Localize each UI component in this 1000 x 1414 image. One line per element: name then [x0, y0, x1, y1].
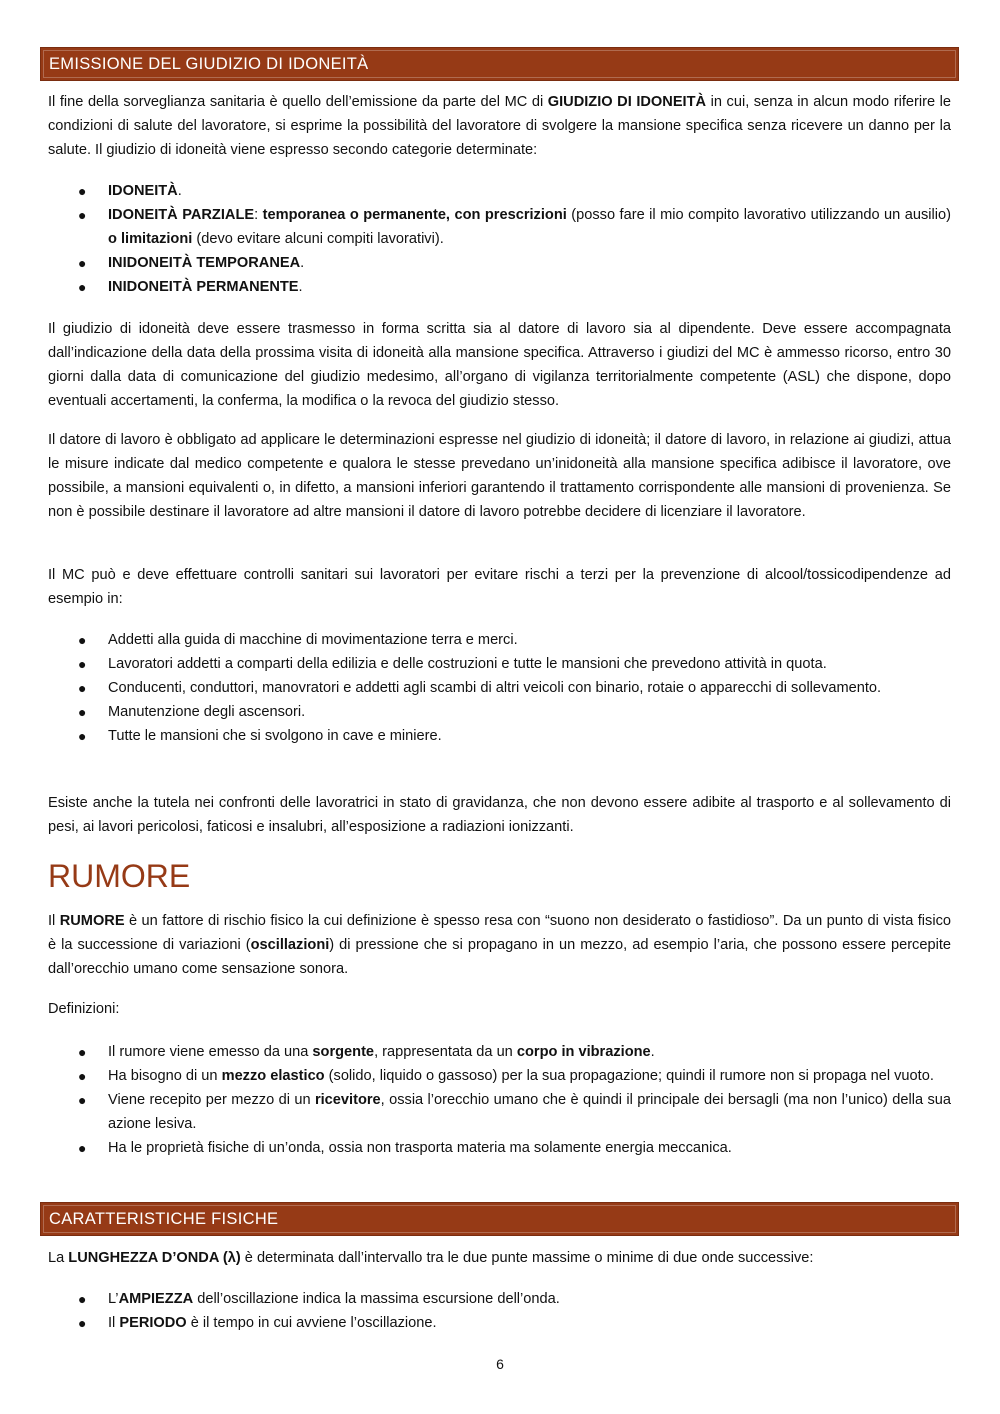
- heading-rumore: RUMORE: [48, 858, 191, 894]
- section-title: CARATTERISTICHE FISICHE: [49, 1210, 279, 1228]
- list-item: ● L’AMPIEZZA dell’oscillazione indica la massima escursione dell’onda.: [48, 1287, 951, 1311]
- bullet-icon: ●: [78, 632, 87, 648]
- section-header-caratteristiche: [40, 1202, 959, 1236]
- bullet-icon: ●: [78, 656, 87, 672]
- bullet-icon: ●: [78, 279, 87, 295]
- list-item: ● Viene recepito per mezzo di un ricevitore, ossia l’orecchio umano che è quindi il principale dei bersagli (ma non l’unico) della sua azione lesiva.: [48, 1088, 951, 1136]
- bullet-icon: ●: [78, 1291, 87, 1307]
- paragraph-rumore-intro: Il RUMORE è un fattore di rischio fisico la cui definizione è spesso resa con “suono non desiderato o fastidioso”. Da un punto di vista fisico è la successione di variazioni (oscillazioni) di pressione che si propagano in un mezzo, ad esempio l’aria, che possono essere percepite dall’orecchio umano come sensazione sonora.: [48, 913, 951, 977]
- bullet-icon: ●: [78, 1092, 87, 1108]
- list-categorie-idoneita: [48, 179, 951, 299]
- list-esempi-mansioni: [48, 628, 951, 748]
- list-item: ● Ha le proprietà fisiche di un’onda, ossia non trasporta materia ma solamente energia meccanica.: [48, 1136, 951, 1160]
- list-item: ● IDONEITÀ.: [48, 179, 951, 203]
- list-caratteristiche: [48, 1287, 951, 1335]
- bullet-icon: ●: [78, 728, 87, 744]
- bullet-icon: ●: [78, 680, 87, 696]
- list-item: ● INIDONEITÀ PERMANENTE.: [48, 275, 951, 299]
- paragraph-controlli: Il MC può e deve effettuare controlli sanitari sui lavoratori per evitare rischi a terzi per la prevenzione di alcool/tossicodipendenze ad esempio in:: [48, 567, 951, 607]
- bullet-icon: ●: [78, 1315, 87, 1331]
- list-item: ● Lavoratori addetti a comparti della edilizia e delle costruzioni e tutte le mansioni che prevedono attività in quota.: [48, 652, 951, 676]
- bullet-icon: ●: [78, 1044, 87, 1060]
- list-item: ● Conducenti, conduttori, manovratori e addetti agli scambi di altri veicoli con binario, rotaie o apparecchi di sollevamento.: [48, 676, 951, 700]
- list-item: ● Il rumore viene emesso da una sorgente, rappresentata da un corpo in vibrazione.: [48, 1040, 951, 1064]
- list-item: ● Ha bisogno di un mezzo elastico (solido, liquido o gassoso) per la sua propagazione; quindi il rumore non si propaga nel vuoto.: [48, 1064, 951, 1088]
- bullet-icon: ●: [78, 207, 87, 223]
- bullet-icon: ●: [78, 1068, 87, 1084]
- bullet-icon: ●: [78, 255, 87, 271]
- list-item: ● Addetti alla guida di macchine di movimentazione terra e merci.: [48, 628, 951, 652]
- section-title: EMISSIONE DEL GIUDIZIO DI IDONEITÀ: [49, 55, 369, 73]
- list-item: ● Il PERIODO è il tempo in cui avviene l’oscillazione.: [48, 1311, 951, 1335]
- list-definizioni: [48, 1040, 951, 1160]
- bullet-icon: ●: [78, 183, 87, 199]
- list-item: ● INIDONEITÀ TEMPORANEA.: [48, 251, 951, 275]
- definitions-label: Definizioni:: [48, 1001, 120, 1017]
- paragraph-idoneita-intro: Il fine della sorveglianza sanitaria è quello dell’emissione da parte del MC di GIUDIZIO DI IDONEITÀ in cui, senza in alcun modo riferire le condizioni di salute del lavoratore, si esprime la possibilità del lavoratore di svolgere la mansione specifica senza ricevere un danno per la salute. Il giudizio di idoneità viene espresso secondo categorie determinate:: [48, 94, 951, 158]
- section-header-idoneita: [40, 47, 959, 81]
- bullet-icon: ●: [78, 704, 87, 720]
- list-item: ● IDONEITÀ PARZIALE: temporanea o permanente, con prescrizioni (posso fare il mio compito lavorativo utilizzando un ausilio) o limitazioni (devo evitare alcuni compiti lavorativi).: [48, 203, 951, 251]
- paragraph-trasmissione: Il giudizio di idoneità deve essere trasmesso in forma scritta sia al datore di lavoro sia al dipendente. Deve essere accompagnata dall’indicazione della data della prossima visita di idoneità alla mansione specifica. Attraverso i giudizi del MC è ammesso ricorso, entro 30 giorni dalla data di comunicazione del giudizio medesimo, all’organo di vigilanza territorialmente competente (ASL) che dispone, dopo eventuali accertamenti, la conferma, la modifica o la revoca del giudizio stesso.: [48, 321, 951, 409]
- page-number: 6: [496, 1356, 504, 1372]
- paragraph-lunghezza-onda: La LUNGHEZZA D’ONDA (λ) è determinata dall’intervallo tra le due punte massime o minime di due onde successive:: [48, 1250, 814, 1266]
- paragraph-datore-lavoro: Il datore di lavoro è obbligato ad applicare le determinazioni espresse nel giudizio di idoneità; il datore di lavoro, in relazione ai giudizi, attua le misure indicate dal medico competente e qualora le stesse prevedano un’inidoneità alla mansione specifica adibisce il lavoratore, ove possibile, a mansioni equivalenti o, in difetto, a mansioni inferiori garantendo il trattamento corrispondente alle mansioni di provenienza. Se non è possibile destinare il lavoratore ad altre mansioni il datore di lavoro potrebbe decidere di licenziare il lavoratore.: [48, 432, 951, 520]
- paragraph-gravidanza: Esiste anche la tutela nei confronti delle lavoratrici in stato di gravidanza, che non devono essere adibite al trasporto e al sollevamento di pesi, ai lavori pericolosi, faticosi e insalubri, all’esposizione a radiazioni ionizzanti.: [48, 795, 951, 835]
- list-item: ● Tutte le mansioni che si svolgono in cave e miniere.: [48, 724, 951, 748]
- list-item: ● Manutenzione degli ascensori.: [48, 700, 951, 724]
- bullet-icon: ●: [78, 1140, 87, 1156]
